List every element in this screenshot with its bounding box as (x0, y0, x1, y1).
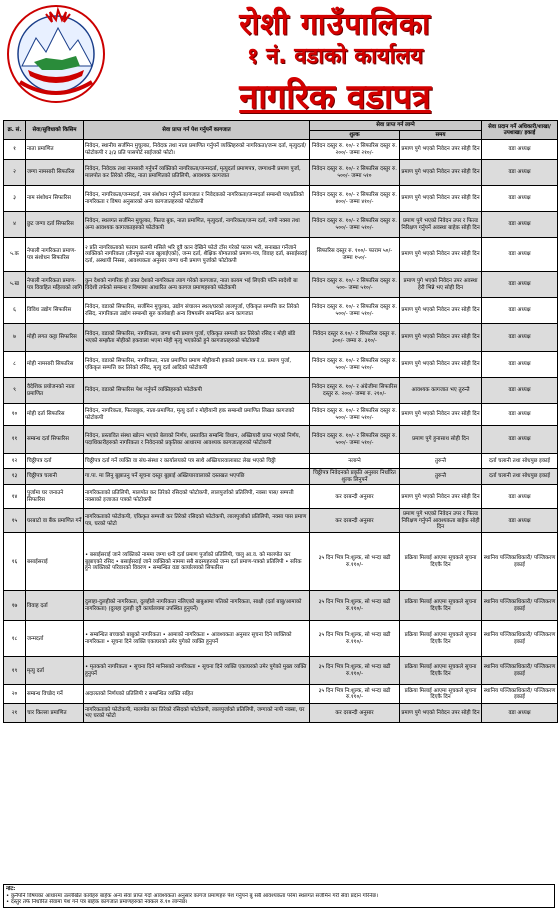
row-sn: १२ (4, 454, 26, 469)
header-time: समय (400, 130, 482, 140)
row-time: प्रक्रिया मिलाई आएमा सूचकले सूचना दिएकै दिन (400, 657, 482, 685)
row-sn: ३ (4, 186, 26, 212)
row-fee: ३५ दिन भित्र नि:शुल्क, सो भन्दा बढी रु.११०/- (310, 533, 400, 591)
row-officer: वडा अध्यक्ष (482, 485, 558, 509)
table-row (4, 140, 558, 160)
row-time: प्रमाण पुगे भएको निवेदन उपर सोही दिन (400, 160, 482, 186)
row-fee: ३५ दिन भित्र नि:शुल्क, सो भन्दा बढी रु.११०/- (310, 621, 400, 657)
notes-label: नोट: (6, 886, 16, 892)
row-time: प्रमाण पुगे भएको निवेदन उपर सोही दिन (400, 238, 482, 272)
note-line-1: • कुनैपनि विषयका आधारमा उल्लेखित कार्यहरु बाहेक अन्य सेवा प्राप्त गर्दा आवश्यकता अनुसार कागज प्रमाणहरु पेश गर्नुपर्ने बु सबै आवश्यकता परेमा स्थलगत सर्जमिन गरी सेवा प्रदान गरिनेछ। (6, 892, 379, 899)
row-time: प्रक्रिया मिलाई आएमा सूचकले सूचना दिएकै दिन (400, 685, 482, 704)
table-row (4, 272, 558, 298)
row-fee: निवेदन दस्तुर रु. १०/- र सिफारिस दस्तुर रु. ५००/- जम्मा ५१०/- (310, 212, 400, 238)
header-officer: सेवा प्रदान गर्ने अधिकारी/शाखा/उपशाखा/ इकाई (482, 121, 558, 140)
row-sn: २१ (4, 704, 26, 723)
row-fee: ३५ दिन भित्र नि:शुल्क, सो भन्दा बढी रु.११०/- (310, 657, 400, 685)
row-fee: कर दरबन्दी अनुसार (310, 704, 400, 723)
row-service: चार किल्ला प्रमाणित (26, 704, 84, 723)
row-fee: निवेदन दस्तुर रु. १०/- र सिफारिस दस्तुर रु. ५००/- जम्मा ५१० (310, 160, 400, 186)
row-service: नेपाली नागरिकता प्रमाण-पत्र संशोधन सिफारिस (26, 238, 84, 272)
table-row (4, 509, 558, 533)
row-sn: १७ (4, 591, 26, 621)
row-officer: वडा अध्यक्ष (482, 160, 558, 186)
row-time: प्रमाण पुगे भएको निवेदन उपर सोही दिन (400, 186, 482, 212)
row-service: मोही लगत कट्टा सिफारिस (26, 324, 84, 352)
row-officer: वडा अध्यक्ष (482, 352, 558, 378)
row-officer: दर्ता चलानी तथा सोधपुछ इकाई (482, 454, 558, 469)
row-fee: निवेदन दस्तुर रु. १०/- र अंग्रेजीमा सिफारिस दस्तुर रु. २००/- जम्मा रु. २१०/- (310, 378, 400, 404)
header-fee: शुल्क (310, 130, 400, 140)
row-officer: स्थानिय पञ्जिकाधिकारी/ पञ्जिकरण इकाई (482, 591, 558, 621)
row-service: नेपाली नागरिकता प्रमाण-पत्र विवाहित महिलाको लागि (26, 272, 84, 298)
row-sn: ७ (4, 324, 26, 352)
row-docs: नागरिकताको प्रतिलिपी, मालपोत कर तिरेको रसिदको फोटोकपी, लालपुर्जाको प्रतिलिपी, नक्सा पास/ सम्पत्ती नक्साको इजाजत पत्रको फोटोकपी (84, 485, 310, 509)
row-service: जग्गा नामसारी सिफारिस (26, 160, 84, 186)
row-officer: वडा अध्यक्ष (482, 509, 558, 533)
row-docs: नागरिकताको फोटोकपी, मालपोत कर तिरेको रसिदको फोटोकपी, लालपुर्जाको प्रतिलिपी, जग्गाको नापी नक्सा, घर भए घरको फोटो (84, 704, 310, 723)
row-sn: ५.ख (4, 272, 26, 298)
row-docs: चिठ्ठीपत्र दर्ता गर्ने व्यक्ति वा संघ-संस्था र कार्यालयको पत्र साथै अख्तियारवालाबाट लेख भएको चिठ्ठी (84, 454, 310, 469)
row-officer: स्थानिय पञ्जिकाधिकारी/ पञ्जिकरण इकाई (482, 533, 558, 591)
row-sn: १ (4, 140, 26, 160)
row-docs: कुन देशको नागरिक हो उक्त देशको नागरिकता त्याग गरेको कागजात, नाता कायम भई लिएकी पत्नि स्वदेशी बा विदेशी तर्फको सम्बन्ध र विषयमा आधारित अन्य कागज प्रमाणहरुको फोटोकपी (84, 272, 310, 298)
header-docs: सेवा प्राप्त गर्न पेश गर्नुपर्ने कागजात (84, 121, 310, 140)
row-officer: वडा अध्यक्ष (482, 298, 558, 324)
row-docs: निवेदन, वडाको सिफारिस, नागरिकता, जग्गा धनी प्रमाण पुर्जा, एकिकृत सम्पत्ती कर तिरेको रसिद र मोही बाँडे भएको सम्झौता मोहीको हकवाला भएमा मोही मृत्यु भएकोको हुने कागजातहरुको फोटोकपी (84, 324, 310, 352)
row-time: तुरुन्तै (400, 469, 482, 485)
row-fee: ३५ दिन भित्र नि:शुल्क, सो भन्दा बढी रु.११०/- (310, 591, 400, 621)
row-service: मोही नामसारी सिफारिस (26, 352, 84, 378)
table-row (4, 657, 558, 685)
table-row (4, 704, 558, 723)
row-time: प्रक्रिया मिलाई आएमा सूचकले सूचना दिएकै दिन (400, 621, 482, 657)
row-sn: ११ (4, 426, 26, 454)
charter-table (3, 120, 558, 723)
row-docs: अदालतको निर्णयको प्रतिलिपी र सम्बन्धित व्यक्ति सहित (84, 685, 310, 704)
row-docs: निवेदन, वडाको सिफारिस, नागरिकता, नाता प्रमाणित प्रमाण मोहीयानी हकको प्रमाण-पत्र र.प्र. प्रमाण पुर्जा, एकिकृत सम्पत्ति कर तिरेको रसिद, मृत्यु दर्ता आदिको फोटोकपी (84, 352, 310, 378)
table-row (4, 454, 558, 469)
row-time: प्रमाण पुगे भएको निवेदन उपर सोही दिन (400, 298, 482, 324)
row-docs: • मृतकको नागरिकता • सूचना दिने मानिसको नागरिकता • सूचना दिने व्यक्ति एकाघरको उमेर पुगेको मुख्य व्यक्ति हुनुपर्ने (84, 657, 310, 685)
row-docs: निवेदन, निवेदक तथा नामसारी गर्नुपर्ने व्यक्तिको नागरिकता/जन्मदर्ता, मृत्युदर्ता प्रमाणपत्र, जग्गाधनी प्रमाण पुर्जा, मालपोत कर तिरेको रसिद, नाता प्रमाणितको प्रतिलिपी, आवश्यक कागजात (84, 160, 310, 186)
row-fee: कर दरबन्दी अनुसार (310, 509, 400, 533)
header-sn: क्र. सं. (4, 121, 26, 140)
row-sn: १० (4, 404, 26, 426)
row-fee: निवेदन दस्तुर रु.१०/- र सिफारिस दस्तुर रु. ३००/- जम्मा रु. ३१०/- (310, 324, 400, 352)
row-docs: दुलाहा-दुलहीको नागरिकता, दुलहीले नागरिकता नलिएको बाबुआमा पतिको नागरिकता, साक्षी (दर्ता बाबु/आमाको नागरिकता) (दुलहा दुलही दुवै कार्यालयमा उपस्थित हुनुपर्ने) (84, 591, 310, 621)
table-row (4, 352, 558, 378)
row-service: मृत्यु दर्ता (26, 657, 84, 685)
row-sn: १६ (4, 533, 26, 591)
row-sn: १८ (4, 621, 26, 657)
row-officer: वडा अध्यक्ष (482, 238, 558, 272)
row-docs: निवेदन, नागरिकता/जन्मदर्ता, नाम संशोधन गर्नुपर्ने कागजात र निवेदकको नागरिकता/जन्मदर्ता सम्बन्धी पत्र/प्रतिको नागरिकता र विषय अनुसारको अन्य कागजातहरुको फोटोकपी (84, 186, 310, 212)
row-time: आवश्यक कागजात भए तुरुन्तै (400, 378, 482, 404)
table-row (4, 238, 558, 272)
ward-office-title: १ नं. वडाको कार्यालय (246, 44, 423, 69)
row-time: प्रमाण पुगे भएको निवेदन उपर सोही दिन (400, 140, 482, 160)
row-time: प्रक्रिया मिलाई आएमा सूचकले सूचना दिएकै दिन (400, 591, 482, 621)
row-officer: वडा अध्यक्ष (482, 426, 558, 454)
row-time: प्रमाण पुगे भएको निवेदन उपर सोही दिन (400, 485, 482, 509)
row-docs: निवेदन, वडाको सिफारिस, सर्जमिन मुचुल्का, उद्योग संचालन स्थल/घरको लालपुर्जा, एकिकृत सम्पत्ति कर तिरेको रसिद, नागरिकता उद्योग सम्बन्धी सुरु कार्यबाही अन्य विषयसँग सम्बन्धित अन्य कागजात (84, 298, 310, 324)
row-fee: नलाग्ने (310, 454, 400, 469)
table-row (4, 324, 558, 352)
row-sn: ६ (4, 298, 26, 324)
row-time: प्रमाण पुगे भएको निवेदन उपर सोही दिन (400, 352, 482, 378)
table-row (4, 621, 558, 657)
row-officer: वडा अध्यक्ष (482, 324, 558, 352)
row-service: विवाह दर्ता (26, 591, 84, 621)
row-service: छुट जग्गा दर्ता सिफारिस (26, 212, 84, 238)
notes-box (3, 884, 555, 908)
row-sn: ५.क (4, 238, 26, 272)
row-fee: ३५ दिन भित्र नि:शुल्क, सो भन्दा बढी रु.११०/- (310, 685, 400, 704)
row-time: प्रमाण पुगे भएको निवेदन उपर र फिल्ड निरिक्षण गर्नुपर्ने आवश्यकता बाहेक सोही दिन (400, 509, 482, 533)
row-officer: वडा अध्यक्ष (482, 212, 558, 238)
row-docs: निवेदन, स्थानीय सर्जमिन मुचुल्का, निवेदक तथा नाता प्रमाणित गर्नुपर्ने व्यक्तिहरुको नागरिकता/जन्म दर्ता, मृत्युदर्ता/फोटोकपी र ३/३ प्रति पासपोर्ट साईजको फोटो। (84, 140, 310, 160)
row-service: चिठ्ठीपत्र दर्ता (26, 454, 84, 469)
table-row (4, 533, 558, 591)
row-docs: नागरिकताको फोटोकपी, एकिकृत सम्पत्ती कर तिरेको रसिदको फोटोकपी, लालपुर्जाको प्रतिलिपी, नक्सा पास प्रमाण पत्र, घरको फोटो (84, 509, 310, 533)
table-row (4, 378, 558, 404)
row-officer: वडा अध्यक्ष (482, 404, 558, 426)
charter-rows (4, 140, 558, 723)
row-fee: कर दरबन्दी अनुसार (310, 485, 400, 509)
row-time: प्रमाण पुगे हुनासाथ सोही दिन (400, 426, 482, 454)
row-time: तुरुन्तै (400, 454, 482, 469)
row-fee: निवेदन दस्तुर रु. १०/- र सिफारिस दस्तुर रु. ५००/- जम्मा ५१०/- (310, 352, 400, 378)
row-fee: निवेदन दस्तुर रु. १०/- र सिफारिस दस्तुर रु. ५००/- जम्मा ५१०/- (310, 298, 400, 324)
row-officer: स्थानिय पञ्जिकाधिकारी/ पञ्जिकरण इकाई (482, 621, 558, 657)
row-fee: निवेदन दस्तुर रु. १०/- र सिफारिस दस्तुर रु. ५००/- जम्मा ५१०/- (310, 426, 400, 454)
table-row (4, 485, 558, 509)
row-officer: दर्ता चलानी तथा सोधपुछ इकाई (482, 469, 558, 485)
table-row (4, 160, 558, 186)
row-service: सम्बन्ध विच्छेद गर्ने (26, 685, 84, 704)
row-service: बसाईसराई (26, 533, 84, 591)
row-docs: • सम्बन्धित बच्चाको बाबुको नागरिकता • आमाको नागरिकता • आवश्यकता अनुसार सूचना दिने व्यक्तिको नागरिकता • सूचना दिने व्यक्ति एकाघरको उमेर पुगेको व्यक्ति हुनुपर्ने (84, 621, 310, 657)
table-row (4, 426, 558, 454)
row-officer: स्थानिय पञ्जिकाधिकारी/ पञ्जिकरण इकाई (482, 657, 558, 685)
row-time: प्रमाण पुगे भएको निवेदन उपर सोही दिन (400, 324, 482, 352)
row-fee: निवेदन दस्तुर रु. १०/- र सिफारिस दस्तुर रु. ५००- जम्मा ५१०/- (310, 272, 400, 298)
row-sn: २ (4, 160, 26, 186)
row-service: मोही दर्ता सिफारिस (26, 404, 84, 426)
row-docs: निवेदन, प्रस्तावित संस्था खोल्न भएको बेलाको निर्णय, प्रस्तावित सम्बन्धि विधान, अख्तियारी प्राप्त भएको निर्णय, पदाधिकारीहरुको नागरिकता र निवेदनको प्रकृतिका आधारमा आवश्यक कागजातहरुको फोटोकपी (84, 426, 310, 454)
row-fee: निवेदन दस्तुर रु. १०/- र सिफारिस दस्तुर रु. ४००/- जम्मा ४१०/- (310, 186, 400, 212)
row-docs: निवेदन, वडाको सिफारिस पेश गर्नुपर्ने व्यक्तिहरुको फोटोकपी (84, 378, 310, 404)
row-service: सम्बन्ध दर्ता सिफारिस (26, 426, 84, 454)
row-service: पुर्जामा घर जनाउने सिफारिस (26, 485, 84, 509)
row-time: प्रमाण पुगे भएको निवेदन उपर र फिल्ड निरिक्षण गर्नुपर्ने अवस्था बाहेक सोही दिन (400, 212, 482, 238)
row-sn: ९ (4, 378, 26, 404)
row-sn: १४ (4, 485, 26, 509)
row-fee: निवेदन दस्तुर रु. १०/- र सिफारिस दस्तुर रु. २००/- जम्मा २१०/- (310, 140, 400, 160)
citizen-charter-title: नागरिक वडापत्र (239, 77, 431, 117)
row-fee: सिफारिस दस्तुर रु. १००/- फाराम ५०/- जम्मा १५०/- (310, 238, 400, 272)
row-time: प्रमाण पुगे भएको निवेदन उपर सोही दिन (400, 704, 482, 723)
row-docs: २ प्रति नागरिकताको फाराम कलमी मसिले भरि दुवै कान देखिने फोटो टाँस गरेको फारम भरी, सनाखत गर्नेजाने व्यक्तिको नागरिकता (तीनपुस्ते नाता खुलाईएको), जन्म दर्ता, शैक्षिक योग्यताको प्रमाण-पत्र, विवाह दर्ता, बसाईसराई दर्ता, अस्थायी निस्सा, आवश्यकता अनुसार जग्गा धनी प्रमाण पुर्जाको फोटोकपी (84, 238, 310, 272)
row-sn: १३ (4, 469, 26, 485)
header (0, 0, 560, 122)
row-officer: वडा अध्यक्ष (482, 272, 558, 298)
table-row (4, 404, 558, 426)
row-officer: वडा अध्यक्ष (482, 140, 558, 160)
row-time: प्रमाण पुगे भएको निवेदन उपर सोही दिन (400, 404, 482, 426)
row-service: विविध उद्योग सिफारिस (26, 298, 84, 324)
row-docs: • बसाईसराई जाने व्यक्तिको नाममा जग्गा धनी दर्ता प्रमाण पुर्जाको प्रतिलिपी, चालु आ.व. को मालपोत कर बुझाएको रसिद • बसाईसराई जाने व्यक्तिको नाममा सबै सदस्यहरुको जन्म दर्ता प्रमाण-पत्रको प्रतिलिपी • सरिक हुने व्यक्तिको परिवारको विवरण • सम्बन्धित वडा कार्यालयको सिफारिस (84, 533, 310, 591)
row-officer: वडा अध्यक्ष (482, 378, 558, 404)
row-fee: निवेदन दस्तुर रु. १०/- र सिफारिस दस्तुर रु. ५००/- जम्मा ५१०/- (310, 404, 400, 426)
row-sn: ८ (4, 352, 26, 378)
row-docs: गा.पा. मा लिनु बुझाउनु पर्ने सूचना दस्तुर बुझाई अख्तियारवालाको दस्तखत भएपछि (84, 469, 310, 485)
row-sn: २० (4, 685, 26, 704)
row-officer: वडा अध्यक्ष (482, 186, 558, 212)
row-service: नाता प्रमाणित (26, 140, 84, 160)
row-officer: वडा अध्यक्ष (482, 704, 558, 723)
row-officer: स्थानिय पञ्जिकाधिकारी/ पञ्जिकरण इकाई (482, 685, 558, 704)
note-line-2: • दस्तुर तर्फ निर्धारित सेवामा पेश गर्ने पत्र बाहेक कागजात प्रमाणहरुको नक्कल रु.१० लाग्नेछ। (6, 899, 188, 906)
table-row (4, 685, 558, 704)
nepal-emblem-icon (6, 4, 106, 104)
row-service: नाम संशोधन सिफारिस (26, 186, 84, 212)
row-service: घरबाटो वा बैंक प्रमाणित गर्ने (26, 509, 84, 533)
table-row (4, 591, 558, 621)
table-row (4, 469, 558, 485)
row-docs: निवेदन, स्थलगत सर्जमिन मुचुल्का, फिल्ड बुक, नाता प्रमाणित, मृत्युदर्ता, नागरिकता/जन्म दर्ता, नापी नक्सा तथा अन्य आवश्यक कागजातहरुको फोटोकपी (84, 212, 310, 238)
header-cost-group: सेवा प्राप्त गर्न लाग्ने (310, 121, 482, 131)
row-time: प्रमाण पुगे भएको निवेदन उपर अवस्था हेरी भिन्ने भए सोही दिन (400, 272, 482, 298)
row-docs: निवेदन, नागरिकता, फिल्डबुक, नाता-प्रमाणित, मृत्यु दर्ता र मोहीयानी हक सम्बन्धी प्रमाणित लिखत कागजको फोटोकपी (84, 404, 310, 426)
table-row (4, 186, 558, 212)
row-time: प्रक्रिया मिलाई आएमा सूचकले सूचना दिएकै दिन (400, 533, 482, 591)
header-service: सेवा/सुविधाको किसिम (26, 121, 84, 140)
table-row (4, 212, 558, 238)
row-sn: १९ (4, 657, 26, 685)
table-row (4, 298, 558, 324)
municipality-title: रोशी गाउँपालिका (239, 7, 431, 42)
row-service: वैदेशिक प्रयोजनको नाता प्रमाणित (26, 378, 84, 404)
row-service: जन्मदर्ता (26, 621, 84, 657)
row-sn: १५ (4, 509, 26, 533)
row-fee: चिठ्ठीपत्र निवेदनको प्रकृति अनुसार निर्धारित शुल्क लिनुपर्ने (310, 469, 400, 485)
row-service: चिठ्ठीपत्र चलानी (26, 469, 84, 485)
row-sn: ४ (4, 212, 26, 238)
